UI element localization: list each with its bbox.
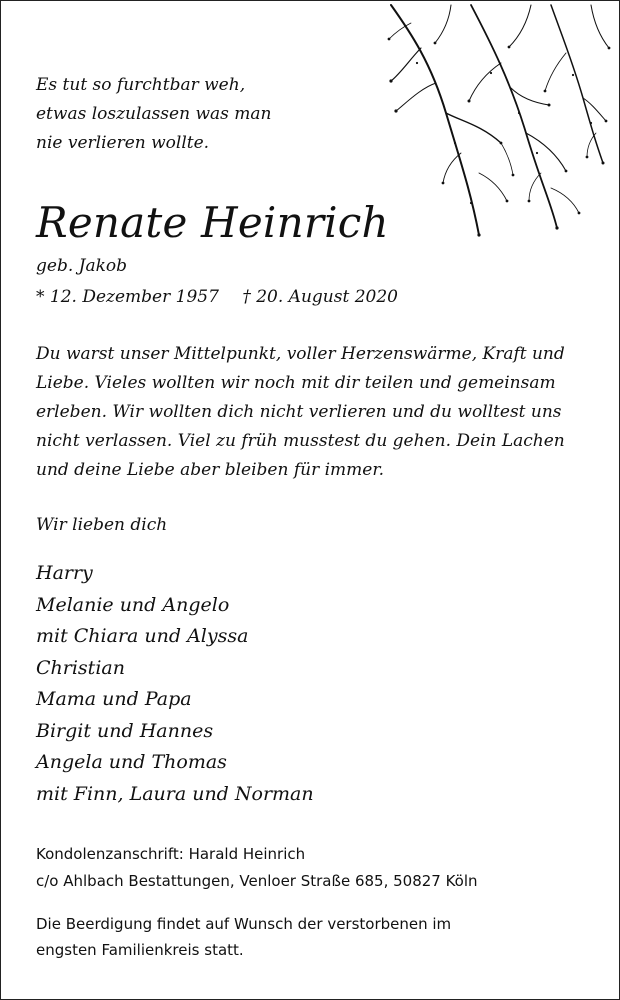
quote-line: nie verlieren wollte. <box>36 133 210 153</box>
mourner-item: mit Chiara und Alyssa <box>36 625 249 647</box>
tree-branch-icon <box>351 3 611 243</box>
tribute-line: Du warst unser Mittelpunkt, voller Herzenswärme, Kraft und <box>36 344 565 364</box>
burial-line: engsten Familienkreis statt. <box>36 941 244 959</box>
death-date: † 20. August 2020 <box>242 287 398 307</box>
burial-notice <box>36 911 451 963</box>
tribute-line: Liebe. Vieles wollten wir noch mit dir teilen und gemeinsam <box>36 373 556 393</box>
mourner-item: Birgit und Hannes <box>36 719 214 742</box>
mourners-list <box>36 558 314 810</box>
tribute-text <box>36 340 565 485</box>
maiden-name: geb. Jakob <box>36 256 128 276</box>
mourner-item: mit Finn, Laura und Norman <box>36 782 314 805</box>
tribute-line: erleben. Wir wollten dich nicht verlieren und du wolltest uns <box>36 402 562 422</box>
tribute-line: und deine Liebe aber bleiben für immer. <box>36 460 385 480</box>
quote-line: etwas loszulassen was man <box>36 104 272 124</box>
birth-date: * 12. Dezember 1957 <box>36 287 219 307</box>
condolence-line: c/o Ahlbach Bestattungen, Venloer Straße 685, 50827 Köln <box>36 872 478 890</box>
love-line: Wir lieben dich <box>36 515 168 535</box>
condolence-line: Kondolenzanschrift: Harald Heinrich <box>36 845 306 863</box>
condolence-address <box>36 841 478 895</box>
mourner-item: Melanie und Angelo <box>36 593 230 616</box>
quote-line: Es tut so furchtbar weh, <box>36 75 246 95</box>
life-dates <box>36 284 398 310</box>
mourner-item: Angela und Thomas <box>36 751 227 773</box>
opening-quote <box>36 71 271 158</box>
burial-line: Die Beerdigung findet auf Wunsch der verstorbenen im <box>36 915 452 933</box>
mourner-item: Mama und Papa <box>36 688 192 710</box>
deceased-name: Renate Heinrich <box>36 198 389 247</box>
tribute-line: nicht verlassen. Viel zu früh musstest du gehen. Dein Lachen <box>36 431 565 451</box>
mourner-item: Christian <box>36 656 125 679</box>
mourner-item: Harry <box>36 562 93 584</box>
